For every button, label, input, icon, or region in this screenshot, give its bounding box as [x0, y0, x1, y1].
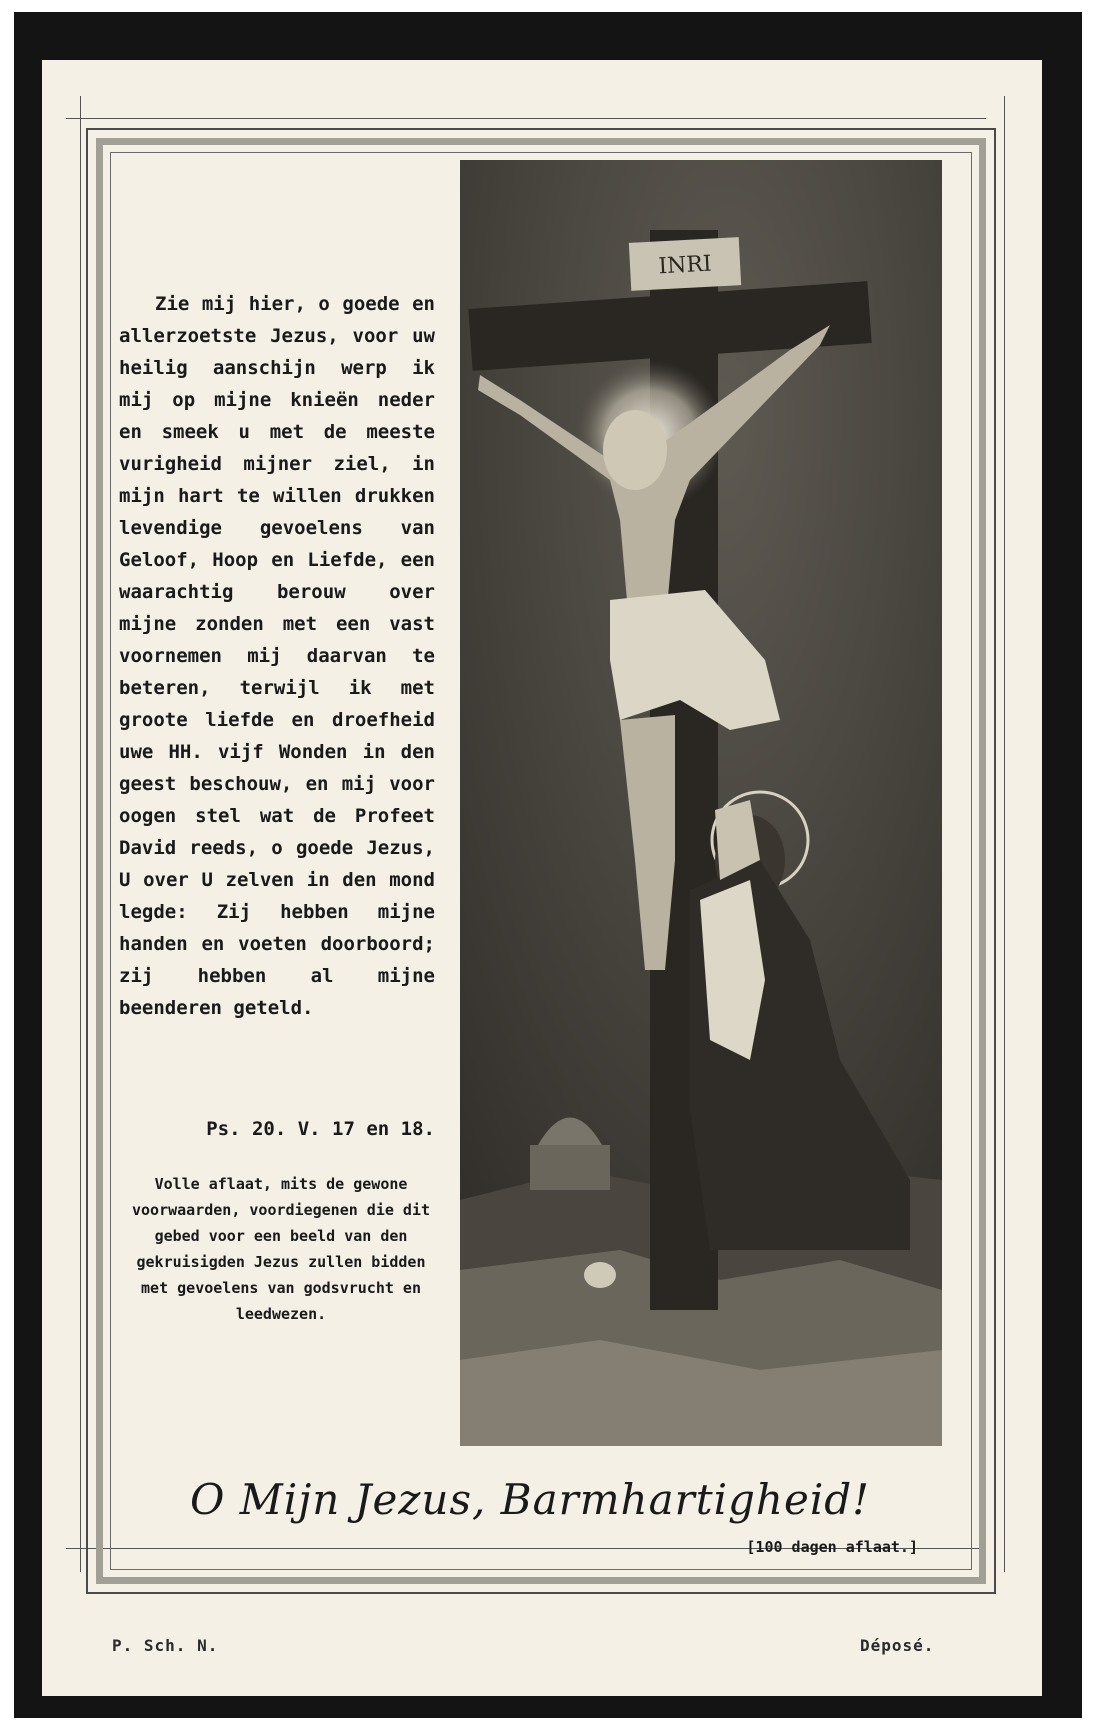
prayer-text: Zie mij hier, o goede en allerzoetste Jezus, voor uw heilig aanschijn werp ik mij op mijne knieën neder en smeek u met de meeste vurigheid mijner ziel, in mijn hart te willen drukken levendige gevoelens van Geloof, Hoop en Liefde, een waarachtig berouw over mijne zonden met een vast voornemen mij daarvan te beteren, terwijl ik met groote liefde en droefheid uwe HH. vijf Wonden in den geest beschouw, en mij voor oogen stel wat de Profeet David reeds, o goede Jezus, U over U zelven in den mond legde: Zij hebben mijne handen en voeten doorboord; zij hebben al mijne beenderen geteld. [119, 293, 435, 1019]
crucifixion-engraving [460, 160, 942, 1446]
cross-title: INRI [657, 251, 713, 280]
invocation-title: O Mijn Jezus, Barmhartigheid! [189, 1475, 871, 1524]
rule-right [1004, 96, 1005, 1572]
depose-mark: Déposé. [860, 1636, 935, 1655]
rule-left [80, 96, 81, 1572]
indulgence-note: Volle aflaat, mits de gewone voorwaarden, voordiegenen die dit gebed voor een beeld van den gekruisigden Jezus zullen bidden met gevoelens van godsvrucht en leedwezen. [131, 1175, 430, 1323]
printer-mark: P. Sch. N. [112, 1636, 219, 1655]
rule-top [66, 118, 986, 119]
psalm-citation: Ps. 20. V. 17 en 18. [206, 1118, 435, 1140]
crucifixion-illustration [460, 160, 942, 1446]
invocation-indulgence: [100 dagen aflaat.] [746, 1538, 918, 1556]
